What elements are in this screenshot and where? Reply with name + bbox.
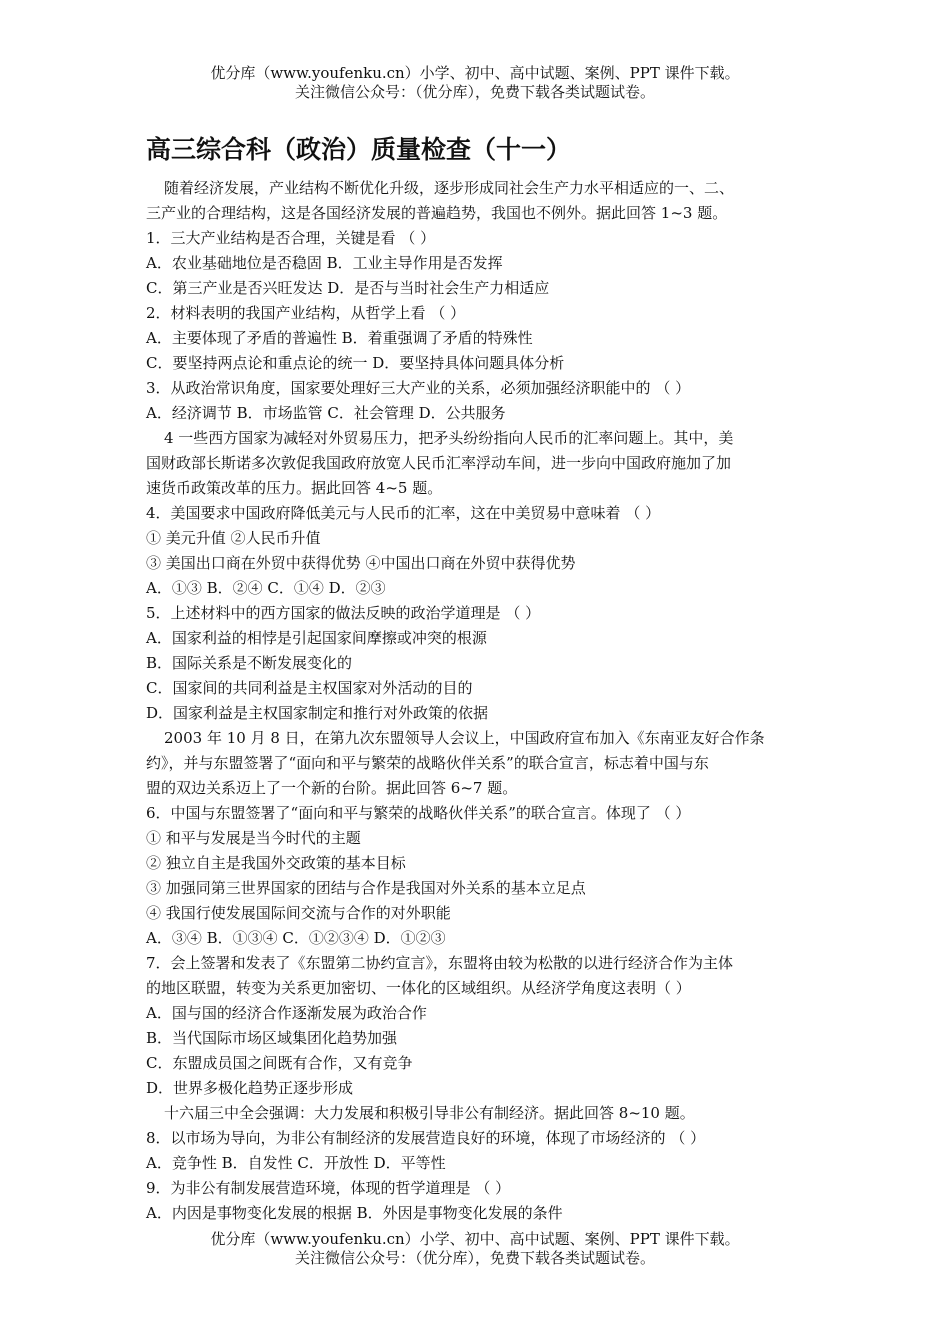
question-5-option-c: C．国家间的共同利益是主权国家对外活动的目的 [146, 679, 473, 697]
question-6: 6．中国与东盟签署了“面向和平与繁荣的战略伙伴关系”的联合宣言。体现了 （ ） [146, 804, 691, 822]
document-body [146, 176, 808, 1226]
material-4-paragraph-line: 十六届三中全会强调：大力发展和积极引导非公有制经济。据此回答 8~10 题。 [164, 1104, 695, 1122]
intro-paragraph-line: 随着经济发展，产业结构不断优化升级，逐步形成同社会生产力水平相适应的一、二、 [164, 179, 735, 197]
question-7: 7．会上签署和发表了《东盟第二协约宣言》，东盟将由较为松散的以进行经济合作为主体 [146, 954, 734, 972]
question-4-options: A．①③ B．②④ C．①④ D．②③ [146, 579, 386, 597]
material-3-paragraph-line: 2003 年 10 月 8 日，在第九次东盟领导人会议上，中国政府宣布加入《东南亚友好合作条 [164, 729, 765, 747]
question-7-option-b: B．当代国际市场区域集团化趋势加强 [146, 1029, 398, 1047]
question-2-options-ab: A．主要体现了矛盾的普遍性 B．着重强调了矛盾的特殊性 [146, 329, 533, 347]
question-6-statement-3: ③ 加强同第三世界国家的团结与合作是我国对外关系的基本立足点 [146, 879, 586, 897]
question-5-option-b: B．国际关系是不断发展变化的 [146, 654, 353, 672]
intro-paragraph-line: 三产业的合理结构，这是各国经济发展的普遍趋势，我国也不例外。据此回答 1~3 题。 [146, 204, 728, 222]
question-3-options: A．经济调节 B．市场监管 C．社会管理 D．公共服务 [146, 404, 506, 422]
material-3-paragraph-line: 约》，并与东盟签署了“面向和平与繁荣的战略伙伴关系”的联合宣言，标志着中国与东 [146, 754, 709, 772]
question-2: 2．材料表明的我国产业结构，从哲学上看 （ ） [146, 304, 466, 322]
material-2-paragraph-line: 速货币政策改革的压力。据此回答 4~5 题。 [146, 479, 443, 497]
page-header [0, 64, 950, 102]
page-footer [0, 1230, 950, 1268]
question-6-options: A．③④ B．①③④ C．①②③④ D．①②③ [146, 929, 446, 947]
question-1-options-ab: A．农业基础地位是否稳固 B．工业主导作用是否发挥 [146, 254, 503, 272]
question-7-option-a: A．国与国的经济合作逐渐发展为政治合作 [146, 1004, 427, 1022]
header-line-2: 关注微信公众号：（优分库），免费下载各类试题试卷。 [294, 83, 655, 101]
page-title: 高三综合科（政治）质量检查（十一） [146, 135, 572, 164]
footer-line-2: 关注微信公众号：（优分库），免费下载各类试题试卷。 [294, 1249, 655, 1267]
question-5-option-a: A．国家利益的相悖是引起国家间摩擦或冲突的根源 [146, 629, 487, 647]
question-1-options-cd: C．第三产业是否兴旺发达 D．是否与当时社会生产力相适应 [146, 279, 550, 297]
question-9: 9．为非公有制发展营造环境，体现的哲学道理是 （ ） [146, 1179, 511, 1197]
question-7-option-c: C．东盟成员国之间既有合作，又有竞争 [146, 1054, 413, 1072]
question-6-statement-4: ④ 我国行使发展国际间交流与合作的对外职能 [146, 904, 451, 922]
question-4: 4．美国要求中国政府降低美元与人民币的汇率，这在中美贸易中意味着 （ ） [146, 504, 661, 522]
question-1: 1．三大产业结构是否合理，关键是看 （ ） [146, 229, 436, 247]
question-6-statement-2: ② 独立自主是我国外交政策的基本目标 [146, 854, 406, 872]
material-3-paragraph-line: 盟的双边关系迈上了一个新的台阶。据此回答 6~7 题。 [146, 779, 518, 797]
question-8: 8．以市场为导向，为非公有制经济的发展营造良好的环境，体现了市场经济的 （ ） [146, 1129, 706, 1147]
question-4-statements-34: ③ 美国出口商在外贸中获得优势 ④中国出口商在外贸中获得优势 [146, 554, 576, 572]
question-9-options-ab: A．内因是事物变化发展的根据 B．外因是事物变化发展的条件 [146, 1204, 563, 1222]
question-8-options: A．竞争性 B．自发性 C．开放性 D．平等性 [146, 1154, 446, 1172]
question-6-statement-1: ① 和平与发展是当今时代的主题 [146, 829, 361, 847]
question-7-option-d: D．世界多极化趋势正逐步形成 [146, 1079, 354, 1097]
question-4-statements-12: ① 美元升值 ②人民币升值 [146, 529, 321, 547]
material-2-paragraph-line: 国财政部长斯诺多次敦促我国政府放宽人民币汇率浮动车间，进一步向中国政府施加了加 [146, 454, 732, 472]
header-line-1: 优分库（www.youfenku.cn）小学、初中、高中试题、案例、PPT 课件下载。 [210, 64, 740, 82]
question-7-continued: 的地区联盟，转变为关系更加密切、一体化的区域组织。从经济学角度这表明（ ） [146, 979, 691, 997]
footer-line-1: 优分库（www.youfenku.cn）小学、初中、高中试题、案例、PPT 课件下载。 [210, 1230, 740, 1248]
question-5-option-d: D．国家利益是主权国家制定和推行对外政策的依据 [146, 704, 489, 722]
question-5: 5．上述材料中的西方国家的做法反映的政治学道理是 （ ） [146, 604, 541, 622]
question-2-options-cd: C．要坚持两点论和重点论的统一 D．要坚持具体问题具体分析 [146, 354, 565, 372]
question-3: 3．从政治常识角度，国家要处理好三大产业的关系，必须加强经济职能中的 （ ） [146, 379, 691, 397]
material-2-paragraph-line: 4 一些西方国家为减轻对外贸易压力，把矛头纷纷指向人民币的汇率问题上。其中，美 [164, 429, 734, 447]
